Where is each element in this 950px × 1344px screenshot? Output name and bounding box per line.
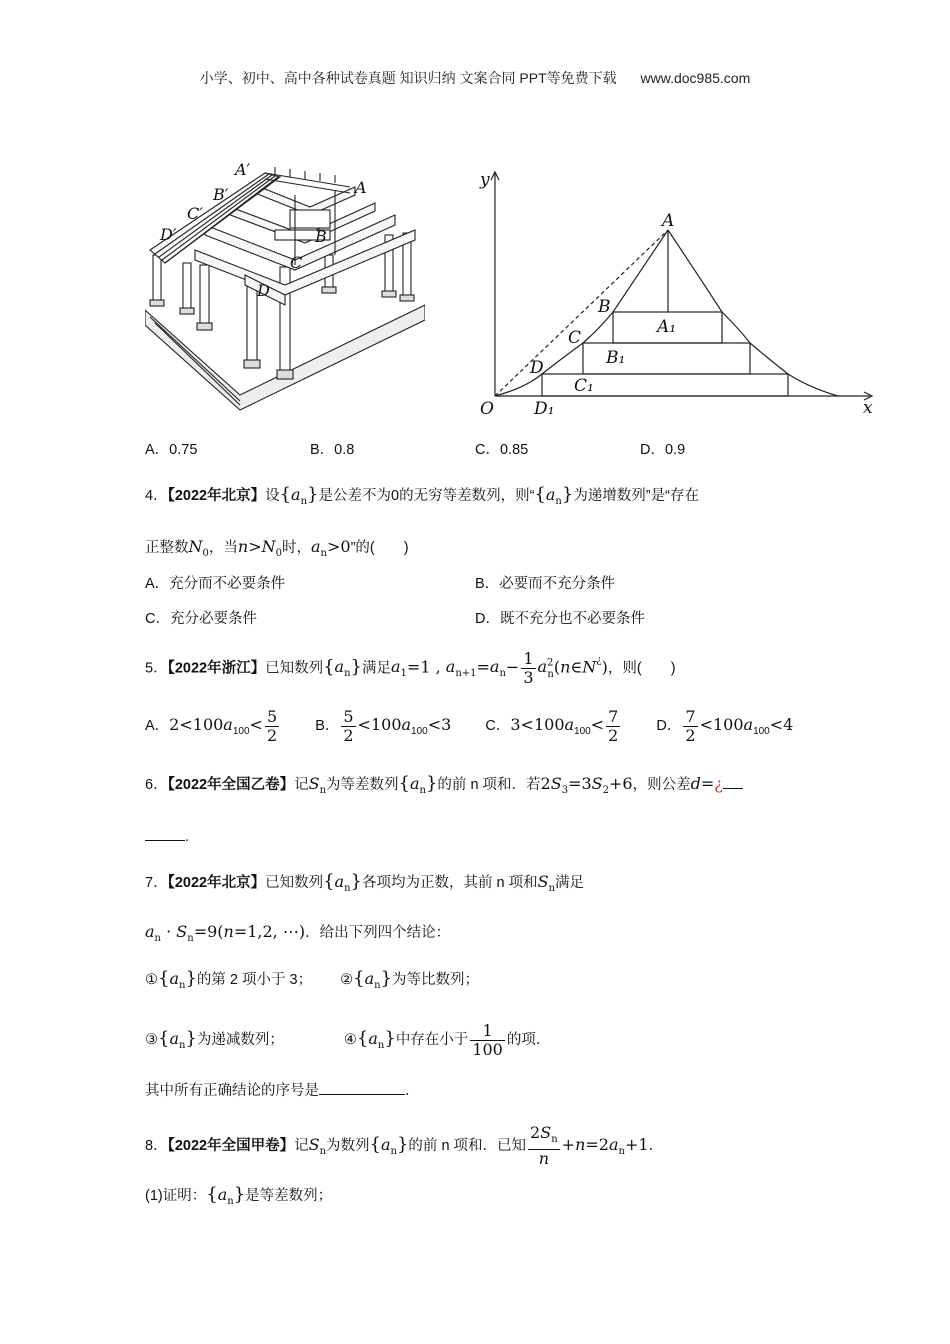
q7-tag: 【2022年北京】 (167, 875, 266, 891)
q5-options (145, 708, 793, 745)
q5-tag: 【2022年浙江】 (167, 660, 266, 677)
point-d-label: D (530, 358, 544, 378)
q7-conclusion-2: $②\{a_n\}$为等比数列； (340, 968, 480, 992)
header-url: www.doc985.com (640, 70, 751, 86)
q5-text: 已知数列 (265, 660, 324, 677)
q4-tag: 【2022年北京】 (167, 488, 266, 504)
q6-text: ，则公差 (632, 777, 691, 793)
q5-option-c: C．$3<100a_{100}<$ $\frac{7}{2}$ (485, 707, 619, 745)
q4-line2: 正整数$N_0$，当$n>N_0$时，$a_n>0$”的( ) (145, 537, 409, 560)
q3-option-b: B．0.8 (310, 442, 355, 458)
q3-option-a: A．0.75 (145, 442, 198, 458)
q8-stem: 8．【2022年全国甲卷】记$S_n$为数列$\{a_n\}$的前 n 项和．已知 $\frac{2S_n}{n}$ $+n=2a_n+1$． (145, 1123, 664, 1169)
point-c1-label: C₁ (574, 376, 594, 396)
q4-option-b: B．必要而不充分条件 (475, 576, 616, 592)
q8-text: 记 (294, 1137, 309, 1154)
q6-text: 为等差数列 (326, 777, 399, 793)
q7-conclusion-4: $④\{a_n\}$中存在小于 $\frac{1}{100}$ 的项． (343, 1021, 551, 1059)
q4-line1: 4．【2022年北京】设$\{a_n\}$是公差不为0的无穷等差数列，则“$\{a_n\}$为递增数列”是“存在 (145, 484, 699, 508)
q4-text: ，当 (208, 540, 238, 556)
q6-text: 的前 n 项和．若 (437, 777, 541, 793)
q6-tag: 【2022年全国乙卷】 (167, 777, 295, 793)
q7-text: ． (405, 1083, 420, 1099)
q4-option-a: A．充分而不必要条件 (145, 576, 286, 592)
axis-x-label: x (863, 398, 873, 418)
q7-conclusions-3-4 (145, 1022, 550, 1059)
q4-text: 是公差不为0的无穷等差数列，则“ (318, 488, 535, 504)
q7-condition: $a_n \cdot S_n=9(n=1,2$, ⋯)．给出下列四个结论： (145, 922, 451, 945)
q4-text: 设 (265, 488, 280, 504)
origin-label: O (480, 399, 494, 419)
q6-text: 记 (294, 777, 309, 793)
point-a1-label: A₁ (657, 317, 677, 337)
q7-text: 已知数列 (265, 875, 324, 891)
q5-option-b: B． $\frac{5}{2}$ $<100a_{100}<3$ (315, 707, 452, 745)
q8-number: 8． (145, 1137, 168, 1154)
q4-option-c: C．充分必要条件 (145, 611, 257, 627)
coordinate-diagram (470, 160, 890, 422)
q4-text: 为递增数列”是“存在 (573, 488, 699, 504)
label-a: A (355, 178, 367, 197)
q8-text: 是等差数列； (245, 1188, 333, 1204)
q8-text: 的前 n 项和．已知 (408, 1137, 527, 1154)
q7-text: 满足 (555, 875, 585, 891)
q6-tail: . (185, 829, 190, 845)
point-c-label: C (568, 328, 582, 348)
q5-number: 5． (145, 660, 168, 677)
q7-number: 7． (145, 875, 168, 891)
q4-option-d: D．既不充分也不必要条件 (475, 611, 645, 627)
q8-part1: (1)证明：$\{a_n\}$是等差数列； (145, 1184, 333, 1208)
point-b-label: B (598, 297, 611, 317)
label-b: B (315, 227, 327, 246)
q6-line2 (145, 826, 189, 848)
q3-option-c: C．0.85 (475, 442, 529, 458)
q7-text: 其中所有正确结论的序号是 (145, 1083, 319, 1099)
label-a-prime: A′ (235, 160, 251, 179)
q4-text: 正整数 (145, 540, 189, 556)
point-d1-label: D₁ (534, 399, 555, 419)
q4-text: ”的( ) (350, 540, 409, 556)
point-a-label: A (662, 211, 675, 231)
point-b1-label: B₁ (606, 348, 626, 368)
header-text: 小学、初中、高中各种试卷真题 知识归纳 文案合同 PPT等免费下载 (199, 70, 617, 86)
q8-text: (1)证明： (145, 1188, 207, 1204)
q7-stem: 7．【2022年北京】已知数列$\{a_n\}$各项均为正数，其前 n 项和$S_n$满足 (145, 871, 585, 895)
q7-conclusions-1-2 (145, 968, 479, 997)
label-b-prime: B′ (213, 185, 229, 204)
page-header (0, 68, 950, 88)
q7-text: ．给出下列四个结论： (305, 925, 451, 941)
q6-answer-blank[interactable] (723, 788, 743, 789)
roof-structure-figure (145, 155, 425, 415)
q4-number: 4． (145, 488, 168, 504)
q5-text: ，则( ) (607, 660, 676, 677)
q8-text: ． (648, 1137, 664, 1154)
q6-stem: 6．【2022年全国乙卷】记$S_n$为等差数列$\{a_n\}$的前 n 项和．若$2S_3=3S_2+6$，则公差d=¿ (145, 773, 743, 802)
q7-conclusion-3: $③\{a_n\}$为递减数列； (145, 1028, 284, 1052)
q6-answer-blank-cont[interactable] (145, 840, 185, 841)
axis-y-label: y (480, 170, 490, 190)
q6-number: 6． (145, 777, 168, 793)
q8-tag: 【2022年全国甲卷】 (167, 1137, 295, 1154)
q5-option-a: A．$2<100a_{100}<$ $\frac{5}{2}$ (145, 707, 278, 745)
label-d: D (257, 281, 270, 300)
q7-text: 各项均为正数，其前 n 项和 (362, 875, 538, 891)
q8-text: 为数列 (326, 1137, 370, 1154)
q3-option-d: D．0.9 (640, 442, 686, 458)
q4-text: 时， (281, 540, 311, 556)
q7-question (145, 1080, 420, 1102)
label-d-prime: D′ (160, 225, 177, 244)
label-c-prime: C′ (187, 204, 203, 223)
label-c: C (290, 253, 303, 272)
q7-conclusion-1: $①\{a_n\}$的第 2 项小于 3； (145, 968, 313, 992)
q5-option-d: D． $\frac{7}{2}$ $<100a_{100}<4$ (656, 707, 794, 745)
q5-text: 满足 (362, 660, 391, 677)
q7-answer-blank[interactable] (319, 1094, 405, 1095)
q5-stem: 5．【2022年浙江】已知数列$\{a_n\}$满足$a_1=1$ , $a_{n+1}=a_n-$ $\frac{1}{3}$ $a^2_n(n\in N^¿)$，则( ) (145, 649, 676, 687)
